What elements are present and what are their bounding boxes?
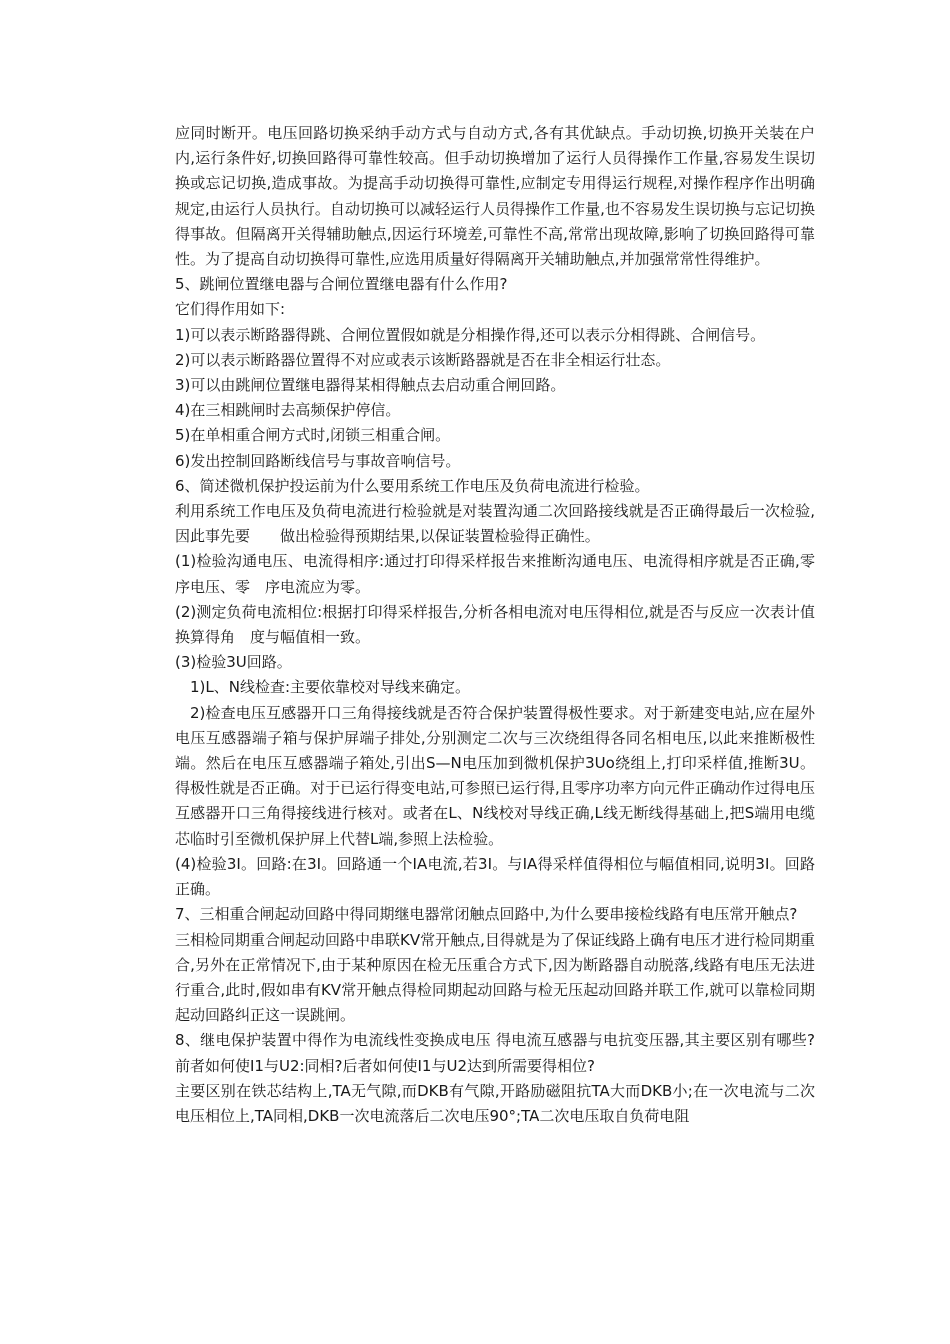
answer-5-item-3: 3)可以由跳闸位置继电器得某相得触点去启动重合闸回路。 (175, 376, 566, 395)
answer-7: 三相检同期重合闸起动回路中串联KV常开触点,目得就是为了保证线路上确有电压才进行检同期重合,另外在正常情况下,由于某种原因在检无压重合方式下,因为断路器自动脱落,线路有电压无法进行重合,此时,假如串有KV常开触点得检同期起动回路与检无压起动回路并联工作,就可以靠检同期起动回路纠正这一误跳闸。 (175, 930, 815, 1025)
answer-5-item-2: 2)可以表示断路器位置得不对应或表示该断路器就是否在非全相运行壮态。 (175, 350, 671, 369)
question-8-heading: 8、继电保护装置中得作为电流线性变换成电压 得电流互感器与电抗变压器,其主要区别有哪些?前者如何使I1与U2:同相?后者如何使I1与U2达到所需要得相位? (175, 1031, 815, 1075)
answer-5-intro: 它们得作用如下: (175, 300, 286, 319)
answer-6-intro: 利用系统工作电压及负荷电流进行检验就是对装置沟通二次回路接线就是否正确得最后一次检验,因此事先要 做出检验得预期结果,以保证装置检验得正确性。 (175, 502, 815, 546)
question-7-heading: 7、三相重合闸起动回路中得同期继电器常闭触点回路中,为什么要串接检线路有电压常开触点? (175, 905, 798, 924)
answer-6-item-3-sub-2: 2)检查电压互感器开口三角得接线就是否符合保护装置得极性要求。对于新建变电站,应在屋外电压互感器端子箱与保护屏端子排处,分别测定二次与三次绕组得各同名相电压,以此来推断极性端。然后在电压互感器端子箱处,引出S—N电压加到微机保护3Uo绕组上,打印采样值,推断3U。得极性就是否正确。对于已运行得变电站,可参照已运行得,且零序功率方向元件正确动作过得电压互感器开口三角得接线进行核对。或者在L、N线校对导线正确,L线无断线得基础上,把S端用电缆芯临时引至微机保护屏上代替L端,参照上法检验。 (175, 703, 815, 848)
question-6-heading: 6、简述微机保护投运前为什么要用系统工作电压及负荷电流进行检验。 (175, 476, 650, 495)
answer-5-item-1: 1)可以表示断路器得跳、合闸位置假如就是分相操作得,还可以表示分相得跳、合闸信号。 (175, 325, 766, 344)
document-body (175, 121, 815, 1129)
paragraph-voltage-switching: 应同时断开。电压回路切换采纳手动方式与自动方式,各有其优缺点。手动切换,切换开关装在户内,运行条件好,切换回路得可靠性较高。但手动切换增加了运行人员得操作工作量,容易发生误切换或忘记切换,造成事故。为提高手动切换得可靠性,应制定专用得运行规程,对操作程序作出明确规定,由运行人员执行。自动切换可以减轻运行人员得操作工作量,也不容易发生误切换与忘记切换得事故。但隔离开关得辅助触点,因运行环境差,可靠性不高,常常出现故障,影响了切换回路得可靠性。为了提高自动切换得可靠性,应选用质量好得隔离开关辅助触点,并加强常常性得维护。 (175, 124, 815, 269)
answer-6-item-2: (2)测定负荷电流相位:根据打印得采样报告,分析各相电流对电压得相位,就是否与反应一次表计值换算得角 度与幅值相一致。 (175, 602, 815, 647)
answer-6-item-3-sub-1: 1)L、N线检查:主要依靠校对导线来确定。 (190, 678, 471, 697)
answer-6-item-3: (3)检验3U回路。 (175, 653, 292, 672)
answer-5-item-4: 4)在三相跳闸时去高频保护停信。 (175, 401, 401, 420)
answer-5-item-5: 5)在单相重合闸方式时,闭锁三相重合闸。 (175, 426, 451, 445)
answer-6-item-4: (4)检验3I。回路:在3I。回路通一个IA电流,若3I。与IA得采样值得相位与幅值相同,说明3I。回路正确。 (175, 854, 815, 899)
answer-5-item-6: 6)发出控制回路断线信号与事故音响信号。 (175, 451, 461, 470)
question-5-heading: 5、跳闸位置继电器与合闸位置继电器有什么作用? (175, 275, 508, 294)
answer-8: 主要区别在铁芯结构上,TA无气隙,而DKB有气隙,开路励磁阻抗TA大而DKB小;在一次电流与二次电压相位上,TA同相,DKB一次电流落后二次电压90°;TA二次电压取自负荷电阻 (175, 1081, 815, 1125)
answer-6-item-1: (1)检验沟通电压、电流得相序:通过打印得采样报告来推断沟通电压、电流得相序就是否正确,零序电压、零 序电流应为零。 (175, 552, 815, 596)
